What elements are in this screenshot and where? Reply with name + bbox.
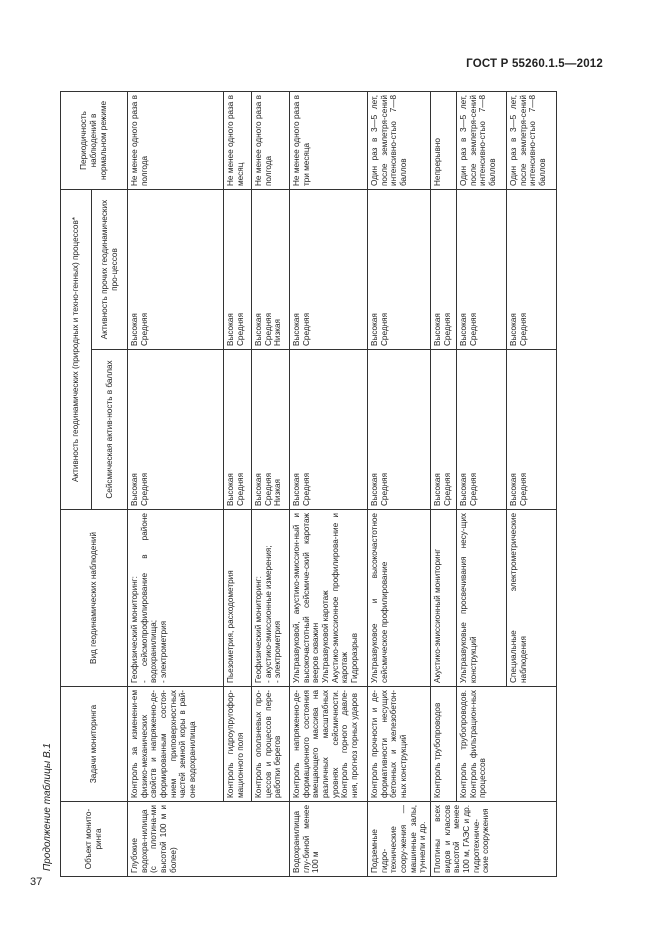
kind-cell [290, 510, 368, 687]
other-cell [507, 190, 557, 350]
header-object: Объект монито-ринга [61, 802, 128, 877]
table-row [290, 92, 368, 877]
other-level: Высокая [509, 313, 519, 346]
seismic-level: Высокая [370, 473, 379, 506]
other-cell [252, 190, 290, 350]
kind-cell [507, 510, 557, 687]
other-level: Средняя [235, 312, 245, 346]
seismic-level: Высокая [130, 473, 139, 506]
header-tasks: Задачи мониторинга [61, 687, 128, 802]
period-cell: Непрерывно [431, 92, 457, 190]
rotated-table-container [38, 92, 563, 877]
kind-line: - акустико-эмиссионные измерения; [263, 545, 273, 683]
kind-line: Пьезометрия, расходометрия [226, 570, 235, 683]
seismic-cell [290, 350, 368, 510]
kind-line: Геофизический мониторинг: [254, 576, 263, 683]
header-other: Активность прочих геодинамических про-цессов [92, 190, 128, 350]
seismic-level: Средняя [263, 472, 273, 506]
other-cell [128, 190, 224, 350]
other-cell [431, 190, 457, 350]
other-level: Средняя [468, 312, 478, 346]
other-level: Высокая [370, 313, 379, 346]
object-cell: Глубокие водохра-нилища (с плотина-ми высотой 100 м и более) [128, 802, 290, 877]
page-number: 37 [30, 876, 43, 888]
other-level: Высокая [130, 313, 139, 346]
seismic-cell [224, 350, 252, 510]
kind-cell [431, 510, 457, 687]
seismic-cell [431, 350, 457, 510]
kind-cell [368, 510, 431, 687]
seismic-cell [368, 350, 431, 510]
kind-line: Ультразвуковой каротаж [321, 590, 331, 683]
seismic-level: Высокая [292, 473, 301, 506]
other-cell [368, 190, 431, 350]
kind-line: - электрометрия [159, 620, 169, 683]
kind-line: - электрометрия [273, 620, 283, 683]
other-level: Высокая [459, 313, 469, 346]
seismic-level: Средняя [442, 472, 452, 506]
seismic-level: Средняя [379, 472, 389, 506]
seismic-level: Высокая [254, 473, 263, 506]
kind-cell [128, 510, 224, 687]
kind-cell [252, 510, 290, 687]
kind-line: Ультразвуковое и высокочастотное сейсмическое профилирование [370, 513, 389, 683]
object-cell: Плотины всех видов и классов высотой менее 100 м, ГАЭС и др. гидротехниче-ские сооружения [431, 802, 557, 877]
object-cell: Подземные гидро-технические соору-жения — машинные залы, туннели и др. [368, 802, 431, 877]
tasks-cell: Контроль оползневых про-цессов и процессов пере-работки берегов [252, 687, 290, 802]
seismic-level: Средняя [518, 472, 528, 506]
seismic-level: Средняя [139, 472, 149, 506]
seismic-level: Низкая [273, 479, 283, 506]
tasks-cell: Контроль трубопроводов [431, 687, 457, 802]
header-activity-group: Активность геодинамических (природных и техно-генных) процессов* [61, 190, 92, 510]
header-period: Периодичность наблюдений в нормальном режиме [61, 92, 128, 190]
period-cell: Один раз в 3—5 лет, после землетря-сений интенсивно-стью 7—8 баллов [457, 92, 507, 190]
object-cell: Водохранилища глу-биной менее 100 м [290, 802, 368, 877]
kind-line: Ультразвуковой, акустико-эмиссион-ный и высокочастотный сейсмиче-ский каротаж вееров скважин [292, 513, 321, 683]
other-cell [224, 190, 252, 350]
header-row-1 [61, 92, 92, 877]
kind-line: Гидроразрыв [350, 633, 360, 683]
period-cell: Один раз в 3—5 лет, после землетря-сений интенсивно-стью 7—8 баллов [368, 92, 431, 190]
other-level: Низкая [273, 319, 283, 346]
other-level: Средняя [139, 312, 149, 346]
other-level: Средняя [442, 312, 452, 346]
monitoring-table [60, 91, 557, 877]
table-row [457, 92, 507, 877]
kind-line: Специальные электрометрические наблюдения [509, 513, 528, 683]
tasks-cell: Контроль гидроупругофор-мационного поля [224, 687, 252, 802]
tasks-cell: Контроль напряженно-де-формационного состояния вмещающего массива на различных масштабных уровнях сейсмичности. Контроль горного давле-ния, прогноз горных ударов [290, 687, 368, 802]
kind-line: Акустико-эмиссионный мониторинг [433, 548, 443, 683]
period-cell: Не менее одного раза в месяц [224, 92, 252, 190]
other-cell [457, 190, 507, 350]
kind-line: Геофизический мониторинг: [130, 576, 139, 683]
document-code: ГОСТ Р 55260.1.5—2012 [466, 58, 603, 70]
other-level: Средняя [379, 312, 389, 346]
seismic-level: Средняя [301, 472, 311, 506]
table-row [431, 92, 457, 877]
other-level: Высокая [226, 313, 235, 346]
other-level: Средняя [518, 312, 528, 346]
kind-cell [224, 510, 252, 687]
period-cell: Не менее одного раза в полгода [128, 92, 224, 190]
table-row [224, 92, 252, 877]
period-cell: Не менее одного раза в три месяца [290, 92, 368, 190]
tasks-cell: Контроль прочности и де-формативности несущих бетонных и железобетон-ных конструкций [368, 687, 431, 802]
header-kind: Вид геодинамических наблюдений [61, 510, 128, 687]
other-level: Высокая [254, 313, 263, 346]
table-row [252, 92, 290, 877]
seismic-level: Средняя [235, 472, 245, 506]
seismic-level: Высокая [509, 473, 519, 506]
other-level: Средняя [263, 312, 273, 346]
other-level: Средняя [301, 312, 311, 346]
seismic-cell [507, 350, 557, 510]
tasks-cell: Контроль трубопроводов. Контроль фильтрацион-ных процессов [457, 687, 557, 802]
kind-line: - сейсмопрофилирование в районе водохранилища; [139, 513, 159, 683]
period-cell: Не менее одного раза в полгода [252, 92, 290, 190]
other-level: Высокая [292, 313, 301, 346]
period-cell: Один раз в 3—5 лет, после землетря-сений интенсивно-стью 7—8 баллов [507, 92, 557, 190]
seismic-cell [252, 350, 290, 510]
table-row [128, 92, 224, 877]
seismic-level: Высокая [433, 473, 443, 506]
other-level: Высокая [433, 313, 443, 346]
tasks-cell: Контроль за изменени-ем физико-механических свойств и напряженно-де-формированным состоя-нием приповерхностных частей земной коры в рай-оне водохранилища [128, 687, 224, 802]
seismic-cell [128, 350, 224, 510]
seismic-level: Высокая [226, 473, 235, 506]
kind-cell [457, 510, 507, 687]
kind-line: Ультразвуковые просвечивания несу-щих конструкций [459, 513, 478, 683]
table-row [368, 92, 431, 877]
header-seismic: Сейсмическая актив-ность в баллах [92, 350, 128, 510]
seismic-cell [457, 350, 507, 510]
seismic-level: Средняя [468, 472, 478, 506]
table-caption: Продолжение таблицы В.1 [42, 743, 53, 871]
kind-line: Акустико-эмиссионное профилирова-ние и каротаж [330, 513, 350, 683]
other-cell [290, 190, 368, 350]
seismic-level: Высокая [459, 473, 469, 506]
